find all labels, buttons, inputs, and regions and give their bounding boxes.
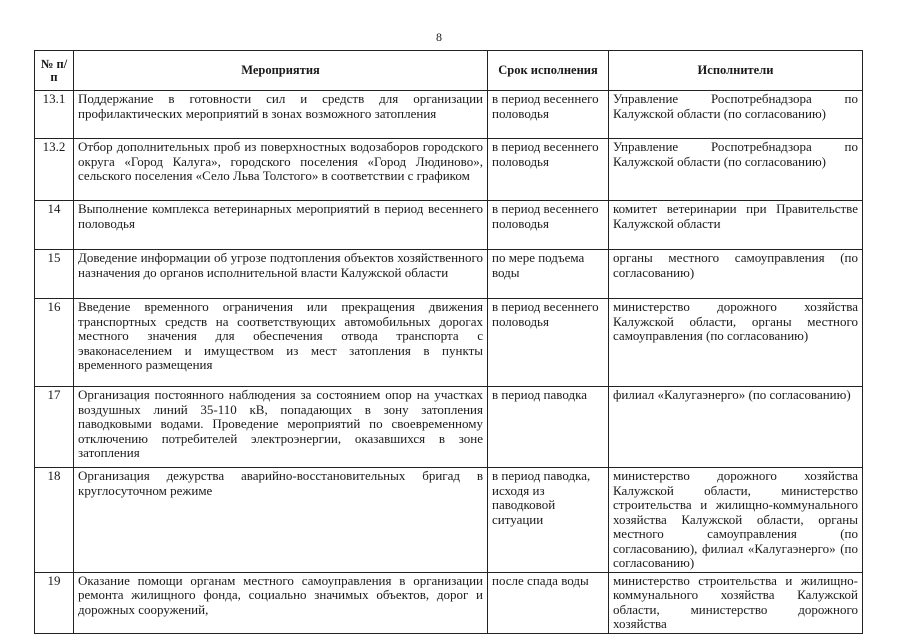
row-term: по мере подъема воды bbox=[488, 250, 609, 299]
row-num: 17 bbox=[35, 387, 74, 468]
measures-table bbox=[34, 50, 863, 634]
header-activity: Мероприятия bbox=[74, 51, 488, 91]
row-term: в период паводка bbox=[488, 387, 609, 468]
table-row bbox=[35, 387, 863, 468]
row-activity: Введение временного ограничения или прекращения движения транспортных средств на соответствующих автомобильных дорогах местного значения для обеспечения отвода транспорта с эваконаселением и имуществом из мест затопления в пункты временного размещения bbox=[74, 299, 488, 387]
page-number: 8 bbox=[436, 30, 442, 44]
row-executors: комитет ветеринарии при Правительстве Калужской области bbox=[609, 201, 863, 250]
row-term: в период весеннего половодья bbox=[488, 201, 609, 250]
row-executors: министерство строительства и жилищно-коммунального хозяйства Калужской области, министерство дорожного хозяйства bbox=[609, 572, 863, 633]
table-row bbox=[35, 250, 863, 299]
row-num: 19 bbox=[35, 572, 74, 633]
row-num: 13.1 bbox=[35, 91, 74, 139]
table-row bbox=[35, 91, 863, 139]
row-executors: министерство дорожного хозяйства Калужской области, органы местного самоуправления (по согласованию) bbox=[609, 299, 863, 387]
row-term: в период весеннего половодья bbox=[488, 91, 609, 139]
row-executors: Управление Роспотребнадзора по Калужской области (по согласованию) bbox=[609, 91, 863, 139]
row-term: в период паводка, исходя из паводковой ситуации bbox=[488, 468, 609, 573]
row-num: 15 bbox=[35, 250, 74, 299]
table-row bbox=[35, 201, 863, 250]
row-activity: Оказание помощи органам местного самоуправления в организации ремонта жилищного фонда, социально значимых объектов, дорог и дорожных сооружений, bbox=[74, 572, 488, 633]
row-term: после спада воды bbox=[488, 572, 609, 633]
row-executors: Управление Роспотребнадзора по Калужской области (по согласованию) bbox=[609, 139, 863, 201]
row-num: 18 bbox=[35, 468, 74, 573]
row-executors: филиал «Калугаэнерго» (по согласованию) bbox=[609, 387, 863, 468]
table-row bbox=[35, 139, 863, 201]
row-executors: министерство дорожного хозяйства Калужской области, министерство строительства и жилищно-коммунального хозяйства Калужской области, органы местного самоуправления (по согласованию), филиал «Калугаэнерго» (по согласованию) bbox=[609, 468, 863, 573]
header-term: Срок исполнения bbox=[488, 51, 609, 91]
row-activity: Отбор дополнительных проб из поверхностных водозаборов городского округа «Город Калуга», городского поселения «Город Людиново», сельского поселения «Село Льва Толстого» в соответствии с графиком bbox=[74, 139, 488, 201]
row-term: в период весеннего половодья bbox=[488, 299, 609, 387]
row-executors: органы местного самоуправления (по согласованию) bbox=[609, 250, 863, 299]
table-row bbox=[35, 572, 863, 633]
row-activity: Выполнение комплекса ветеринарных мероприятий в период весеннего половодья bbox=[74, 201, 488, 250]
row-num: 13.2 bbox=[35, 139, 74, 201]
header-num: № п/п bbox=[35, 51, 74, 91]
row-activity: Организация дежурства аварийно-восстановительных бригад в круглосуточном режиме bbox=[74, 468, 488, 573]
row-activity: Организация постоянного наблюдения за состоянием опор на участках воздушных линий 35-110 кВ, попадающих в зону затопления паводковыми водами. Проведение мероприятий по своевременному отключению потребителей электроэнергии, оказавшихся в зоне затопления bbox=[74, 387, 488, 468]
header-executors: Исполнители bbox=[609, 51, 863, 91]
row-activity: Поддержание в готовности сил и средств для организации профилактических мероприятий в зонах возможного затопления bbox=[74, 91, 488, 139]
row-activity: Доведение информации об угрозе подтопления объектов хозяйственного назначения до органов исполнительной власти Калужской области bbox=[74, 250, 488, 299]
table-header-row bbox=[35, 51, 863, 91]
table-row bbox=[35, 468, 863, 573]
row-num: 16 bbox=[35, 299, 74, 387]
row-term: в период весеннего половодья bbox=[488, 139, 609, 201]
table-row bbox=[35, 299, 863, 387]
row-num: 14 bbox=[35, 201, 74, 250]
